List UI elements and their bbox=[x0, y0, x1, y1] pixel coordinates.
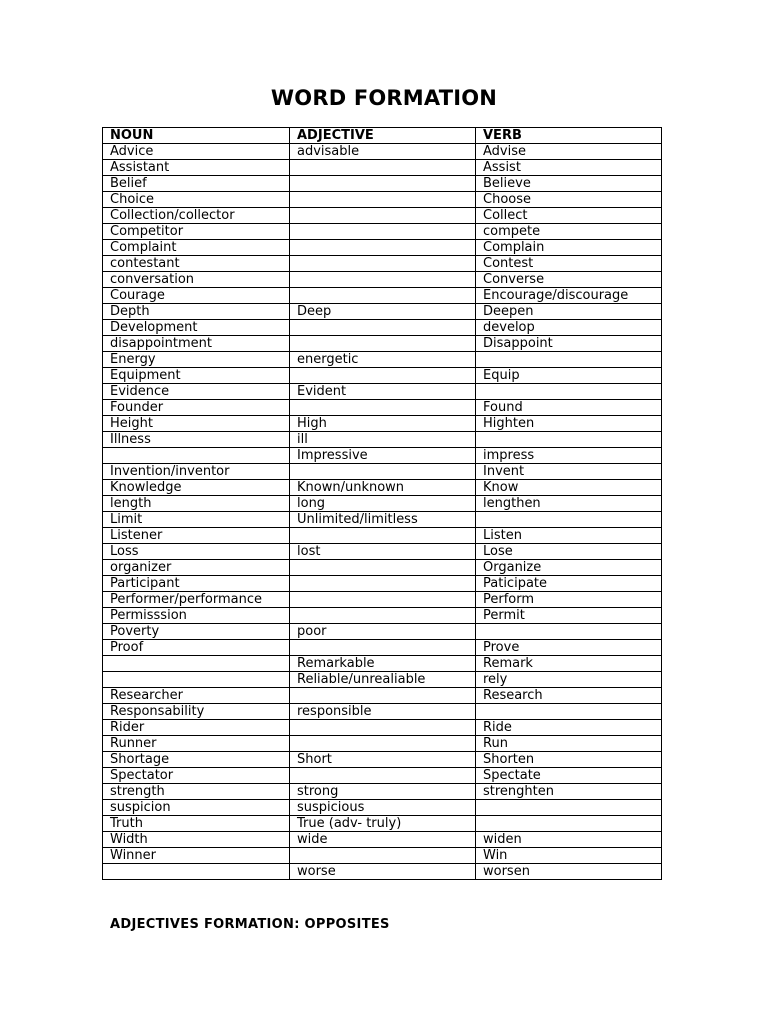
adjective-cell bbox=[290, 576, 476, 592]
noun-cell: strength bbox=[103, 784, 290, 800]
verb-cell bbox=[476, 816, 662, 832]
adjective-cell bbox=[290, 208, 476, 224]
verb-cell bbox=[476, 432, 662, 448]
noun-cell: Listener bbox=[103, 528, 290, 544]
adjective-cell: Evident bbox=[290, 384, 476, 400]
adjective-cell bbox=[290, 272, 476, 288]
noun-cell: Truth bbox=[103, 816, 290, 832]
noun-cell: Development bbox=[103, 320, 290, 336]
adjective-cell: ill bbox=[290, 432, 476, 448]
noun-cell: Winner bbox=[103, 848, 290, 864]
adjective-cell: Short bbox=[290, 752, 476, 768]
noun-cell: Shortage bbox=[103, 752, 290, 768]
table-row bbox=[103, 384, 662, 400]
table-row bbox=[103, 464, 662, 480]
table-row bbox=[103, 160, 662, 176]
table-row bbox=[103, 448, 662, 464]
verb-cell bbox=[476, 352, 662, 368]
table-row bbox=[103, 768, 662, 784]
adjective-cell bbox=[290, 736, 476, 752]
noun-cell: Performer/performance bbox=[103, 592, 290, 608]
adjective-cell: Impressive bbox=[290, 448, 476, 464]
table-row bbox=[103, 816, 662, 832]
table-header-row bbox=[103, 128, 662, 144]
word-formation-table bbox=[102, 127, 662, 880]
verb-cell: impress bbox=[476, 448, 662, 464]
table-row bbox=[103, 144, 662, 160]
adjective-cell: lost bbox=[290, 544, 476, 560]
verb-cell: widen bbox=[476, 832, 662, 848]
verb-cell: Lose bbox=[476, 544, 662, 560]
header-adjective: ADJECTIVE bbox=[290, 128, 476, 144]
noun-cell: Runner bbox=[103, 736, 290, 752]
table-row bbox=[103, 320, 662, 336]
noun-cell: Invention/inventor bbox=[103, 464, 290, 480]
noun-cell: Participant bbox=[103, 576, 290, 592]
adjective-cell bbox=[290, 240, 476, 256]
verb-cell: Complain bbox=[476, 240, 662, 256]
adjective-cell bbox=[290, 848, 476, 864]
noun-cell: Researcher bbox=[103, 688, 290, 704]
table-body bbox=[103, 144, 662, 880]
table-row bbox=[103, 192, 662, 208]
verb-cell: Organize bbox=[476, 560, 662, 576]
table-row bbox=[103, 720, 662, 736]
verb-cell: Choose bbox=[476, 192, 662, 208]
adjective-cell: strong bbox=[290, 784, 476, 800]
adjective-cell bbox=[290, 192, 476, 208]
table-row bbox=[103, 400, 662, 416]
verb-cell: Remark bbox=[476, 656, 662, 672]
table-row bbox=[103, 672, 662, 688]
noun-cell bbox=[103, 656, 290, 672]
adjective-cell: High bbox=[290, 416, 476, 432]
table-row bbox=[103, 592, 662, 608]
table-row bbox=[103, 736, 662, 752]
verb-cell: compete bbox=[476, 224, 662, 240]
verb-cell: Prove bbox=[476, 640, 662, 656]
noun-cell: Complaint bbox=[103, 240, 290, 256]
verb-cell: Paticipate bbox=[476, 576, 662, 592]
adjective-cell: energetic bbox=[290, 352, 476, 368]
table-row bbox=[103, 336, 662, 352]
adjective-cell bbox=[290, 368, 476, 384]
table-row bbox=[103, 752, 662, 768]
noun-cell: contestant bbox=[103, 256, 290, 272]
noun-cell: disappointment bbox=[103, 336, 290, 352]
verb-cell: Research bbox=[476, 688, 662, 704]
adjective-cell: Reliable/unrealiable bbox=[290, 672, 476, 688]
noun-cell: Evidence bbox=[103, 384, 290, 400]
table-row bbox=[103, 656, 662, 672]
table-row bbox=[103, 784, 662, 800]
noun-cell: Poverty bbox=[103, 624, 290, 640]
table-row bbox=[103, 544, 662, 560]
verb-cell: develop bbox=[476, 320, 662, 336]
verb-cell: Collect bbox=[476, 208, 662, 224]
noun-cell: Permisssion bbox=[103, 608, 290, 624]
verb-cell: Found bbox=[476, 400, 662, 416]
adjective-cell bbox=[290, 560, 476, 576]
noun-cell: Competitor bbox=[103, 224, 290, 240]
noun-cell: Belief bbox=[103, 176, 290, 192]
verb-cell: Contest bbox=[476, 256, 662, 272]
verb-cell: rely bbox=[476, 672, 662, 688]
verb-cell: Advise bbox=[476, 144, 662, 160]
adjective-cell: Remarkable bbox=[290, 656, 476, 672]
adjective-cell: advisable bbox=[290, 144, 476, 160]
header-verb: VERB bbox=[476, 128, 662, 144]
table-row bbox=[103, 608, 662, 624]
adjective-cell: Known/unknown bbox=[290, 480, 476, 496]
noun-cell: Founder bbox=[103, 400, 290, 416]
table-row bbox=[103, 224, 662, 240]
table-row bbox=[103, 576, 662, 592]
noun-cell: length bbox=[103, 496, 290, 512]
noun-cell: conversation bbox=[103, 272, 290, 288]
header-noun: NOUN bbox=[103, 128, 290, 144]
adjective-cell bbox=[290, 336, 476, 352]
verb-cell: Listen bbox=[476, 528, 662, 544]
adjective-cell: poor bbox=[290, 624, 476, 640]
verb-cell: Shorten bbox=[476, 752, 662, 768]
table-row bbox=[103, 176, 662, 192]
verb-cell: Permit bbox=[476, 608, 662, 624]
adjective-cell: suspicious bbox=[290, 800, 476, 816]
verb-cell: Equip bbox=[476, 368, 662, 384]
verb-cell: Disappoint bbox=[476, 336, 662, 352]
table-row bbox=[103, 256, 662, 272]
noun-cell: Knowledge bbox=[103, 480, 290, 496]
adjective-cell bbox=[290, 464, 476, 480]
table-row bbox=[103, 528, 662, 544]
table-row bbox=[103, 624, 662, 640]
verb-cell: Perform bbox=[476, 592, 662, 608]
verb-cell: Believe bbox=[476, 176, 662, 192]
noun-cell: Rider bbox=[103, 720, 290, 736]
table-row bbox=[103, 496, 662, 512]
noun-cell: Assistant bbox=[103, 160, 290, 176]
noun-cell: Height bbox=[103, 416, 290, 432]
noun-cell: Width bbox=[103, 832, 290, 848]
adjective-cell bbox=[290, 608, 476, 624]
adjective-cell bbox=[290, 256, 476, 272]
verb-cell: Deepen bbox=[476, 304, 662, 320]
adjective-cell: True (adv- truly) bbox=[290, 816, 476, 832]
adjective-cell: responsible bbox=[290, 704, 476, 720]
verb-cell: Know bbox=[476, 480, 662, 496]
noun-cell: Proof bbox=[103, 640, 290, 656]
table-row bbox=[103, 480, 662, 496]
adjective-cell bbox=[290, 288, 476, 304]
adjective-cell bbox=[290, 720, 476, 736]
verb-cell: worsen bbox=[476, 864, 662, 880]
verb-cell: Highten bbox=[476, 416, 662, 432]
noun-cell: Illness bbox=[103, 432, 290, 448]
noun-cell: Courage bbox=[103, 288, 290, 304]
noun-cell: Depth bbox=[103, 304, 290, 320]
noun-cell bbox=[103, 672, 290, 688]
verb-cell: Run bbox=[476, 736, 662, 752]
adjective-cell bbox=[290, 688, 476, 704]
adjective-cell bbox=[290, 768, 476, 784]
table-row bbox=[103, 704, 662, 720]
verb-cell: lengthen bbox=[476, 496, 662, 512]
verb-cell bbox=[476, 624, 662, 640]
verb-cell: Converse bbox=[476, 272, 662, 288]
noun-cell bbox=[103, 864, 290, 880]
verb-cell: strenghten bbox=[476, 784, 662, 800]
verb-cell: Assist bbox=[476, 160, 662, 176]
verb-cell bbox=[476, 800, 662, 816]
adjective-cell: wide bbox=[290, 832, 476, 848]
adjective-cell bbox=[290, 176, 476, 192]
table-row bbox=[103, 560, 662, 576]
adjective-cell bbox=[290, 640, 476, 656]
verb-cell: Encourage/discourage bbox=[476, 288, 662, 304]
table-row bbox=[103, 208, 662, 224]
noun-cell: Choice bbox=[103, 192, 290, 208]
adjective-cell: Deep bbox=[290, 304, 476, 320]
noun-cell: Spectator bbox=[103, 768, 290, 784]
table-row bbox=[103, 640, 662, 656]
adjective-cell: Unlimited/limitless bbox=[290, 512, 476, 528]
noun-cell: Equipment bbox=[103, 368, 290, 384]
verb-cell: Invent bbox=[476, 464, 662, 480]
verb-cell: Spectate bbox=[476, 768, 662, 784]
adjective-cell bbox=[290, 160, 476, 176]
table-row bbox=[103, 512, 662, 528]
noun-cell: suspicion bbox=[103, 800, 290, 816]
adjective-cell bbox=[290, 400, 476, 416]
noun-cell: Collection/collector bbox=[103, 208, 290, 224]
noun-cell: Limit bbox=[103, 512, 290, 528]
table-row bbox=[103, 832, 662, 848]
adjective-cell bbox=[290, 320, 476, 336]
table-row bbox=[103, 800, 662, 816]
table-row bbox=[103, 240, 662, 256]
adjective-cell bbox=[290, 592, 476, 608]
adjective-cell bbox=[290, 528, 476, 544]
verb-cell bbox=[476, 384, 662, 400]
noun-cell: organizer bbox=[103, 560, 290, 576]
noun-cell: Advice bbox=[103, 144, 290, 160]
adjective-cell: worse bbox=[290, 864, 476, 880]
noun-cell: Loss bbox=[103, 544, 290, 560]
table-row bbox=[103, 848, 662, 864]
table-row bbox=[103, 688, 662, 704]
verb-cell: Ride bbox=[476, 720, 662, 736]
verb-cell: Win bbox=[476, 848, 662, 864]
document-title: WORD FORMATION bbox=[270, 86, 498, 110]
noun-cell bbox=[103, 448, 290, 464]
section-heading: ADJECTIVES FORMATION: OPPOSITES bbox=[110, 917, 390, 932]
table-row bbox=[103, 304, 662, 320]
table-row bbox=[103, 416, 662, 432]
table-row bbox=[103, 864, 662, 880]
noun-cell: Energy bbox=[103, 352, 290, 368]
adjective-cell bbox=[290, 224, 476, 240]
table-row bbox=[103, 272, 662, 288]
table-row bbox=[103, 352, 662, 368]
table-row bbox=[103, 432, 662, 448]
table-row bbox=[103, 368, 662, 384]
noun-cell: Responsability bbox=[103, 704, 290, 720]
adjective-cell: long bbox=[290, 496, 476, 512]
table-row bbox=[103, 288, 662, 304]
verb-cell bbox=[476, 704, 662, 720]
verb-cell bbox=[476, 512, 662, 528]
